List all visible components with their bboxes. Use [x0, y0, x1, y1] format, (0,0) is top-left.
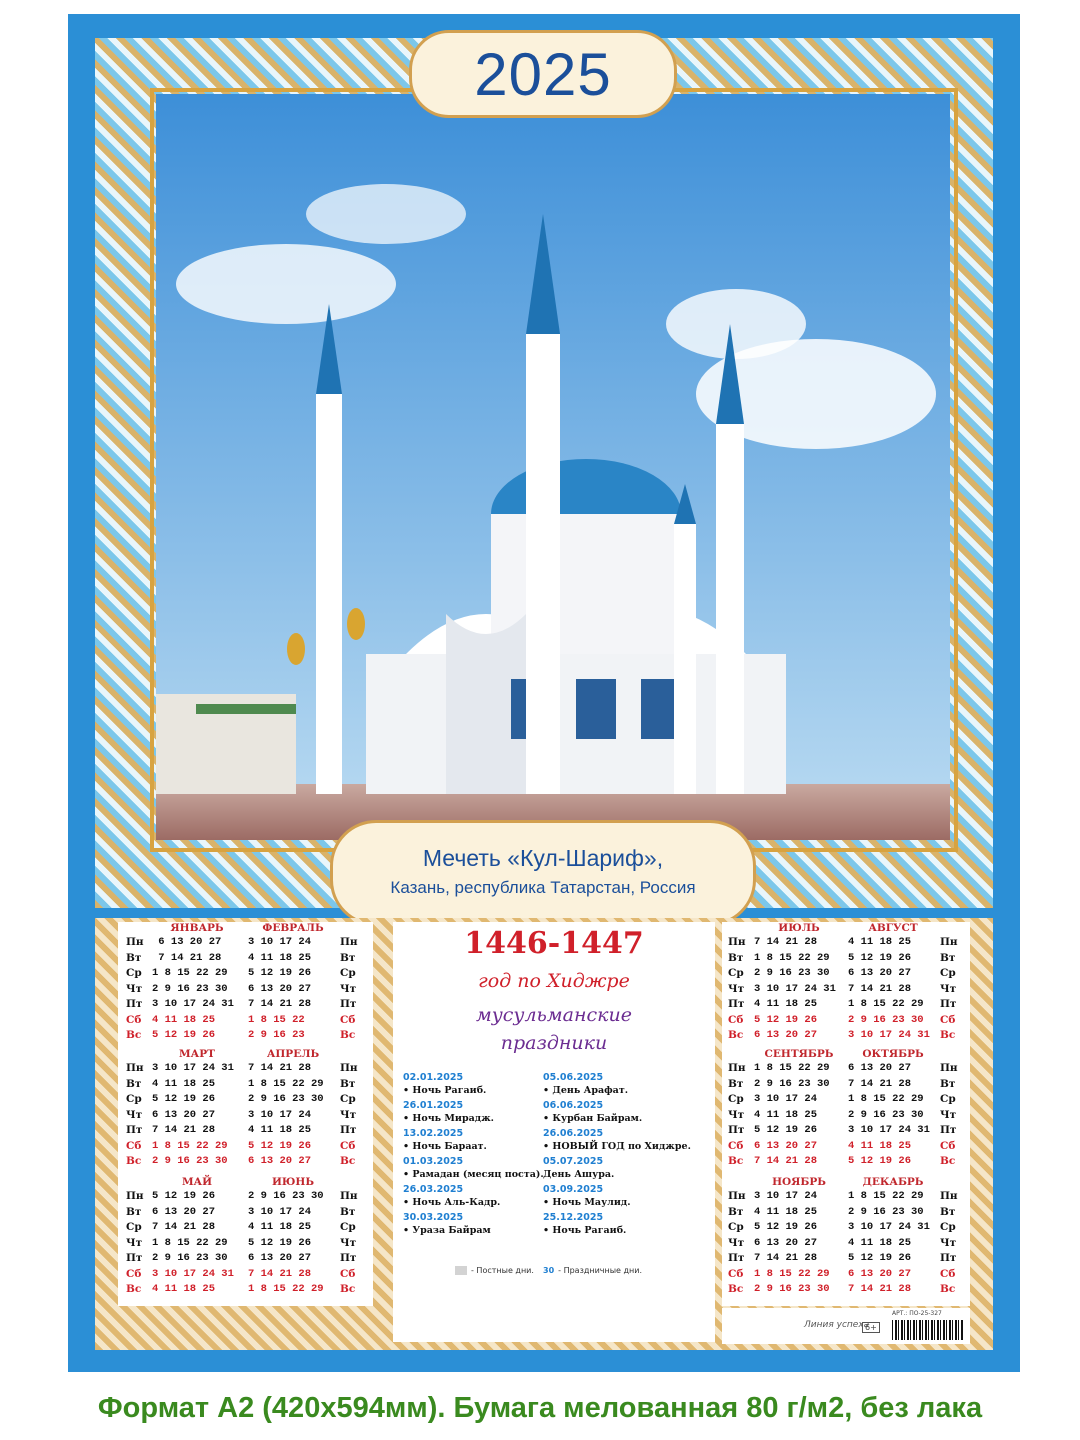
holiday-date: 02.01.2025	[403, 1072, 464, 1083]
month-name: ЯНВАРЬ	[170, 922, 224, 934]
weekday: Вс	[728, 1155, 744, 1167]
weekday: Вс	[340, 1283, 356, 1295]
weekday: Вс	[126, 1155, 142, 1167]
article-number: АРТ.: ПО-25-327	[892, 1310, 942, 1317]
holiday-name: • Ночь Бараат.	[403, 1141, 487, 1152]
holidays-list-left	[403, 1072, 553, 1240]
holiday-name: • НОВЫЙ ГОД по Хиджре.	[543, 1141, 691, 1152]
weekday: Вт	[126, 951, 142, 964]
legend-holiday-text: - Праздничные дни.	[558, 1266, 643, 1275]
week-row: 5 12 19 26	[754, 1013, 818, 1026]
month-name: ИЮНЬ	[271, 1176, 315, 1188]
weekday: Вс	[728, 1029, 744, 1041]
week-row: 2 9 16 23 30	[754, 1283, 830, 1295]
weekday-column-left	[126, 1190, 152, 1299]
week-row: 3 10 17 24	[248, 936, 312, 948]
week-row: 7 14 21 28	[248, 1267, 312, 1280]
weekday: Вт	[940, 1077, 956, 1090]
week-row: 1 8 15 22 29	[754, 951, 830, 964]
weekday: Пн	[340, 1062, 358, 1074]
year-title: 2025	[409, 30, 677, 118]
publisher-block	[722, 1308, 970, 1344]
holiday-name: • Рамадан (месяц поста).	[403, 1169, 544, 1180]
week-row: 6 13 20 27	[152, 1108, 216, 1121]
week-row: 5 12 19 26	[248, 967, 312, 979]
week-row: 4 11 18 25	[848, 936, 912, 948]
right-calendar-panel	[722, 922, 970, 1306]
weekday: Вт	[728, 951, 744, 964]
holidays-title-2: праздники	[500, 1032, 608, 1054]
month-name: МАЙ	[181, 1176, 213, 1188]
weekday: Сб	[728, 1267, 744, 1280]
week-row: 5 12 19 26	[248, 1236, 312, 1249]
week-row: 4 11 18 25	[848, 1236, 912, 1249]
week-row: 7 14 21 28	[848, 1283, 912, 1295]
holiday-date: 13.02.2025	[403, 1128, 464, 1139]
month-name: ДЕКАБРЬ	[862, 1176, 924, 1188]
week-row: 3 10 17 24 31	[848, 1221, 930, 1233]
week-row: 6 13 20 27	[848, 967, 912, 979]
week-row: 2 9 16 23 30	[848, 1013, 924, 1026]
legend-holiday	[543, 1266, 642, 1275]
week-row: 2 9 16 23 30	[754, 1077, 830, 1090]
week-row: 2 9 16 23 30	[152, 1155, 228, 1167]
week-row: 4 11 18 25	[248, 1221, 312, 1233]
month-august	[848, 922, 938, 1045]
weekday: Сб	[940, 1013, 956, 1026]
weekday: Чт	[340, 982, 357, 995]
weekday-column-left	[126, 1062, 152, 1171]
week-row: 4 11 18 25	[248, 1124, 312, 1136]
weekday: Вт	[126, 1077, 142, 1090]
week-row: 2 9 16 23 30	[754, 967, 830, 979]
holiday-date: 03.09.2025	[543, 1184, 604, 1195]
week-row: 1 8 15 22 29	[248, 1077, 324, 1090]
weekday: Сб	[940, 1139, 956, 1152]
week-row: 5 12 19 26	[848, 1252, 912, 1264]
weekday: Вс	[340, 1029, 356, 1041]
weekday: Ср	[126, 967, 142, 979]
week-row: 7 14 21 28	[754, 936, 818, 948]
month-name: НОЯБРЬ	[772, 1176, 826, 1188]
holiday-date: 30.03.2025	[403, 1212, 464, 1223]
week-row: 2 9 16 23 30	[152, 1252, 228, 1264]
weekday: Ср	[340, 1221, 356, 1233]
weekday: Пт	[940, 1252, 957, 1264]
week-row: 3 10 17 24	[754, 1093, 818, 1105]
holiday-name: • Ночь Маулид.	[543, 1197, 631, 1208]
week-row: 5 12 19 26	[754, 1221, 818, 1233]
weekday: Сб	[340, 1267, 356, 1280]
month-name: СЕНТЯБРЬ	[764, 1048, 834, 1060]
caption-subtitle: Казань, республика Татарстан, Россия	[390, 878, 696, 897]
weekday: Чт	[940, 1236, 957, 1249]
holiday-name: • Ночь Аль-Кадр.	[403, 1197, 501, 1208]
weekday: Ср	[126, 1221, 142, 1233]
month-name: АВГУСТ	[868, 922, 918, 934]
holiday-name: • Ночь Мирадж.	[403, 1113, 494, 1124]
week-row: 1 8 15 22 29	[248, 1283, 324, 1295]
week-row: 1 8 15 22 29	[848, 1190, 924, 1202]
weekday: Ср	[728, 1221, 744, 1233]
holiday-name: • Ураза Байрам	[403, 1225, 491, 1236]
weekday: Пн	[940, 936, 958, 948]
month-name: ОКТЯБРЬ	[862, 1048, 924, 1060]
week-row: 2 9 16 23 30	[248, 1190, 324, 1202]
weekday-column-right	[940, 1190, 966, 1299]
week-row: 3 10 17 24 31	[152, 998, 234, 1010]
weekday: Пн	[126, 1190, 144, 1202]
weekday: Ср	[126, 1093, 142, 1105]
week-row: 1 8 15 22 29	[848, 998, 924, 1010]
week-row: 7 14 21 28	[152, 1124, 216, 1136]
weekday: Вс	[728, 1283, 744, 1295]
week-row: 1 8 15 22 29	[152, 1236, 228, 1249]
weekday: Пт	[126, 1252, 143, 1264]
weekday: Ср	[940, 967, 956, 979]
weekday: Пт	[126, 998, 143, 1010]
weekday: Сб	[340, 1139, 356, 1152]
weekday-column-right	[340, 936, 366, 1045]
week-row: 5 12 19 26	[754, 1124, 818, 1136]
weekday-column-right	[340, 1190, 366, 1299]
week-row: 4 11 18 25	[152, 1077, 216, 1090]
weekday: Вс	[940, 1029, 956, 1041]
week-row: 2 9 16 23	[248, 1029, 305, 1041]
month-september	[754, 1048, 844, 1171]
weekday: Пн	[940, 1062, 958, 1074]
month-name: ФЕВРАЛЬ	[262, 922, 324, 934]
month-january	[152, 922, 242, 1045]
week-row: 7 14 21 28	[248, 998, 312, 1010]
week-row: 4 11 18 25	[152, 1013, 216, 1026]
barcode	[892, 1320, 964, 1340]
week-row: 7 14 21 28	[848, 1077, 912, 1090]
weekday: Чт	[126, 1236, 143, 1249]
weekday: Сб	[126, 1267, 142, 1280]
weekday: Пт	[728, 998, 745, 1010]
weekday: Чт	[728, 982, 745, 995]
holiday-name: • Ночь Рагаиб.	[403, 1085, 487, 1096]
weekday: Вс	[126, 1029, 142, 1041]
week-row: 7 14 21 28	[152, 951, 222, 964]
week-row: 1 8 15 22 29	[152, 1139, 228, 1152]
week-row: 5 12 19 26	[152, 1190, 216, 1202]
weekday: Пн	[728, 936, 746, 948]
week-row: 3 10 17 24 31	[754, 982, 836, 995]
weekday: Пн	[940, 1190, 958, 1202]
week-row: 1 8 15 22 29	[754, 1062, 830, 1074]
weekday: Чт	[340, 1108, 357, 1121]
week-row: 3 10 17 24 31	[848, 1124, 930, 1136]
weekday: Пн	[728, 1062, 746, 1074]
week-row: 6 13 20 27	[248, 1155, 312, 1167]
hijri-years: 1446-1447	[464, 926, 644, 961]
holiday-date: 26.06.2025	[543, 1128, 604, 1139]
weekday: Сб	[940, 1267, 956, 1280]
weekday: Ср	[940, 1093, 956, 1105]
week-row: 7 14 21 28	[152, 1221, 216, 1233]
holiday-name: • Курбан Байрам.	[543, 1113, 643, 1124]
weekday: Чт	[126, 982, 143, 995]
week-row: 1 8 15 22 29	[152, 967, 228, 979]
weekday: Чт	[940, 982, 957, 995]
week-row: 4 11 18 25	[754, 998, 818, 1010]
week-row: 4 11 18 25	[848, 1139, 912, 1152]
weekday: Пт	[728, 1252, 745, 1264]
week-row: 5 12 19 26	[848, 1155, 912, 1167]
week-row: 4 11 18 25	[754, 1108, 818, 1121]
weekday: Пн	[340, 1190, 358, 1202]
weekday: Пн	[340, 936, 358, 948]
week-row: 4 11 18 25	[248, 951, 312, 964]
holiday-date: 01.03.2025	[403, 1156, 464, 1167]
age-badge: 6+	[862, 1322, 880, 1333]
weekday: Вт	[940, 1205, 956, 1218]
week-row: 3 10 17 24 31	[848, 1029, 930, 1041]
weekday: Ср	[728, 1093, 744, 1105]
weekday: Пт	[340, 998, 357, 1010]
weekday: Вт	[126, 1205, 142, 1218]
weekday: Чт	[126, 1108, 143, 1121]
week-row: 7 14 21 28	[754, 1252, 818, 1264]
month-march	[152, 1048, 242, 1171]
week-row: 3 10 17 24	[248, 1205, 312, 1218]
weekday: Чт	[340, 1236, 357, 1249]
week-row: 6 13 20 27	[848, 1062, 912, 1074]
legend-fast	[455, 1266, 534, 1275]
week-row: 5 12 19 26	[152, 1029, 216, 1041]
month-december	[848, 1176, 938, 1299]
week-row: 3 10 17 24	[248, 1108, 312, 1121]
week-row: 6 13 20 27	[848, 1267, 912, 1280]
weekday-column-left	[728, 1190, 754, 1299]
holiday-date: 26.01.2025	[403, 1100, 464, 1111]
holiday-date: 05.07.2025	[543, 1156, 604, 1167]
holiday-date: 05.06.2025	[543, 1072, 604, 1083]
weekday: Ср	[728, 967, 744, 979]
weekday: Сб	[126, 1139, 142, 1152]
week-row: 3 10 17 24 31	[152, 1267, 234, 1280]
weekday: Пт	[940, 1124, 957, 1136]
week-row: 5 12 19 26	[848, 951, 912, 964]
hijri-label: год по Хиджре	[478, 970, 630, 992]
week-row: 6 13 20 27	[248, 982, 312, 995]
weekday: Сб	[728, 1013, 744, 1026]
weekday: Пн	[126, 936, 144, 948]
photo-caption	[330, 820, 756, 926]
week-row: 6 13 20 27	[152, 1205, 216, 1218]
weekday-column-left	[728, 1062, 754, 1171]
month-name: АПРЕЛЬ	[266, 1048, 320, 1060]
weekday: Пт	[340, 1252, 357, 1264]
weekday-column-right	[940, 936, 966, 1045]
format-caption: Формат А2 (420х594мм). Бумага мелованная 80 г/м2, без лака	[97, 1392, 983, 1424]
weekday-column-left	[126, 936, 152, 1045]
holiday-date: 26.03.2025	[403, 1184, 464, 1195]
week-row: 4 11 18 25	[754, 1205, 818, 1218]
week-row: 6 13 20 27	[754, 1236, 818, 1249]
weekday: Вт	[340, 1077, 356, 1090]
weekday: Чт	[728, 1236, 745, 1249]
week-row: 1 8 15 22 29	[754, 1267, 830, 1280]
week-row: 6 13 20 27	[248, 1252, 312, 1264]
weekday: Чт	[940, 1108, 957, 1121]
week-row: 6 13 20 27	[754, 1139, 818, 1152]
month-june	[248, 1176, 338, 1299]
week-row: 7 14 21 28	[754, 1155, 818, 1167]
weekday: Сб	[728, 1139, 744, 1152]
weekday: Пт	[340, 1124, 357, 1136]
weekday: Вт	[340, 1205, 356, 1218]
weekday: Вт	[340, 951, 356, 964]
holidays-panel	[393, 922, 715, 1342]
weekday: Вт	[728, 1205, 744, 1218]
weekday: Вт	[728, 1077, 744, 1090]
week-row: 1 8 15 22 29	[848, 1093, 924, 1105]
weekday: Чт	[728, 1108, 745, 1121]
left-calendar-panel	[118, 922, 373, 1306]
weekday: Вт	[940, 951, 956, 964]
weekday: Пт	[728, 1124, 745, 1136]
weekday-column-right	[940, 1062, 966, 1171]
legend-holiday-number: 30	[543, 1266, 555, 1275]
holiday-name: • Ночь Рагаиб.	[543, 1225, 627, 1236]
weekday: Пн	[126, 1062, 144, 1074]
week-row: 3 10 17 24 31	[152, 1062, 234, 1074]
week-row: 7 14 21 28	[248, 1062, 312, 1074]
holiday-name: • День Арафат.	[543, 1085, 629, 1096]
weekday: Ср	[340, 1093, 356, 1105]
weekday: Вс	[940, 1283, 956, 1295]
holiday-date: 06.06.2025	[543, 1100, 604, 1111]
photo-frame	[150, 88, 958, 852]
holidays-list-right	[543, 1072, 693, 1240]
holiday-date: 25.12.2025	[543, 1212, 604, 1223]
month-may	[152, 1176, 242, 1299]
week-row: 5 12 19 26	[152, 1093, 216, 1105]
weekday-column-right	[340, 1062, 366, 1171]
week-row: 1 8 15 22	[248, 1013, 305, 1026]
weekday: Вс	[940, 1155, 956, 1167]
holidays-title-1: мусульманские	[476, 1004, 632, 1026]
week-row: 2 9 16 23 30	[848, 1108, 924, 1121]
weekday: Вс	[340, 1155, 356, 1167]
week-row: 2 9 16 23 30	[152, 982, 228, 995]
weekday: Пт	[940, 998, 957, 1010]
week-row: 7 14 21 28	[848, 982, 912, 995]
caption-title: Мечеть «Кул-Шариф»,	[422, 845, 664, 871]
month-november	[754, 1176, 844, 1299]
weekday: Сб	[126, 1013, 142, 1026]
month-april	[248, 1048, 338, 1171]
month-october	[848, 1048, 938, 1171]
weekday: Пт	[126, 1124, 143, 1136]
weekday: Ср	[340, 967, 356, 979]
week-row: 2 9 16 23 30	[248, 1093, 324, 1105]
month-name: МАРТ	[179, 1048, 215, 1060]
week-row: 4 11 18 25	[152, 1283, 216, 1295]
week-row: 6 13 20 27	[152, 936, 222, 948]
month-february	[248, 922, 338, 1045]
legend-fast-text: - Постные дни.	[471, 1266, 534, 1275]
week-row: 2 9 16 23 30	[848, 1205, 924, 1218]
week-row: 3 10 17 24	[754, 1190, 818, 1202]
fast-day-swatch	[455, 1266, 467, 1275]
brand-logo: Линия успеха	[804, 1320, 870, 1330]
weekday-column-left	[728, 936, 754, 1045]
holiday-name: День Ашура.	[543, 1169, 615, 1180]
weekday: Ср	[940, 1221, 956, 1233]
weekday: Вс	[126, 1283, 142, 1295]
week-row: 5 12 19 26	[248, 1139, 312, 1152]
weekday: Сб	[340, 1013, 356, 1026]
month-july	[754, 922, 844, 1045]
weekday: Пн	[728, 1190, 746, 1202]
week-row: 6 13 20 27	[754, 1029, 818, 1041]
month-name: ИЮЛЬ	[778, 922, 820, 934]
